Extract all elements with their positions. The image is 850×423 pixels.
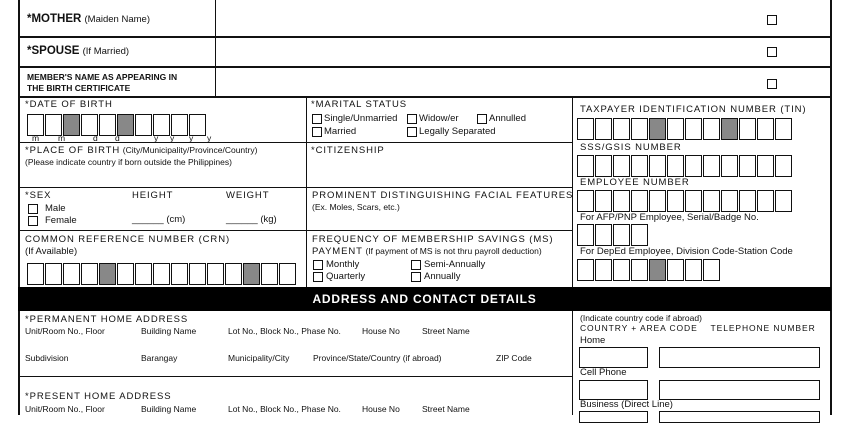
male-label: Male bbox=[45, 203, 66, 214]
mother-checkbox[interactable] bbox=[767, 15, 777, 25]
dob-hint-m2: m bbox=[58, 133, 66, 143]
deped-separator bbox=[649, 259, 666, 281]
afp-box[interactable] bbox=[577, 224, 594, 246]
crn-box[interactable] bbox=[225, 263, 242, 285]
widow-label: Widow/er bbox=[419, 113, 459, 124]
separated-label: Legally Separated bbox=[419, 126, 496, 137]
cell-phone-field[interactable] bbox=[659, 380, 820, 400]
afp-boxes[interactable] bbox=[577, 224, 649, 246]
dob-hint-y3: y bbox=[189, 133, 194, 143]
weight-unit[interactable]: ______ (kg) bbox=[226, 214, 277, 225]
home-area-code-field[interactable] bbox=[579, 347, 648, 368]
tin-box[interactable] bbox=[631, 118, 648, 140]
perm-barangay: Barangay bbox=[141, 353, 178, 363]
tin-box[interactable] bbox=[577, 118, 594, 140]
annulled-label: Annulled bbox=[489, 113, 526, 124]
crn-separator bbox=[99, 263, 116, 285]
grid-line-a bbox=[18, 142, 572, 143]
sss-box[interactable] bbox=[577, 155, 594, 177]
section-banner: ADDRESS AND CONTACT DETAILS bbox=[18, 287, 831, 311]
annulled-checkbox[interactable] bbox=[477, 114, 487, 124]
crn-box[interactable] bbox=[45, 263, 62, 285]
pres-lot: Lot No., Block No., Phase No. bbox=[228, 404, 341, 414]
tin-box[interactable] bbox=[685, 118, 702, 140]
employee-label: EMPLOYEE NUMBER bbox=[580, 177, 690, 188]
afp-box[interactable] bbox=[595, 224, 612, 246]
crn-box[interactable] bbox=[27, 263, 44, 285]
crn-box[interactable] bbox=[117, 263, 134, 285]
tin-box[interactable] bbox=[667, 118, 684, 140]
female-checkbox[interactable] bbox=[28, 216, 38, 226]
dob-hint-y4: y bbox=[207, 133, 212, 143]
employee-box[interactable] bbox=[721, 190, 738, 212]
crn-boxes[interactable] bbox=[27, 263, 297, 285]
spouse-checkbox[interactable] bbox=[767, 47, 777, 57]
semi-annually-label: Semi-Annually bbox=[424, 259, 486, 270]
sss-boxes[interactable] bbox=[577, 155, 793, 177]
dob-hint-y2: y bbox=[170, 133, 175, 143]
home-label: Home bbox=[580, 335, 606, 346]
sss-box[interactable] bbox=[685, 155, 702, 177]
crn-box[interactable] bbox=[279, 263, 296, 285]
perm-building: Building Name bbox=[141, 326, 197, 336]
tin-separator bbox=[649, 118, 666, 140]
dob-box[interactable] bbox=[99, 114, 116, 136]
address-divider bbox=[572, 311, 573, 415]
pres-house: House No bbox=[362, 404, 400, 414]
sss-box[interactable] bbox=[595, 155, 612, 177]
citizenship-label: *CITIZENSHIP bbox=[311, 145, 385, 156]
sss-box[interactable] bbox=[649, 155, 666, 177]
business-label: Business (Direct Line) bbox=[580, 399, 673, 410]
dob-separator bbox=[63, 114, 80, 136]
tin-label: TAXPAYER IDENTIFICATION NUMBER (TIN) bbox=[580, 104, 807, 115]
crn-box[interactable] bbox=[207, 263, 224, 285]
frame-right bbox=[830, 0, 832, 415]
height-unit[interactable]: ______ (cm) bbox=[132, 214, 186, 225]
frequency-label: FREQUENCY OF MEMBERSHIP SAVINGS (MS) bbox=[312, 234, 554, 245]
separated-checkbox[interactable] bbox=[407, 127, 417, 137]
married-label: Married bbox=[324, 126, 357, 137]
mother-label: *MOTHER (Maiden Name) bbox=[27, 13, 150, 25]
widow-checkbox[interactable] bbox=[407, 114, 417, 124]
sss-box[interactable] bbox=[703, 155, 720, 177]
row-line-3 bbox=[18, 96, 832, 98]
quarterly-label: Quarterly bbox=[326, 271, 366, 282]
grid-line-c bbox=[18, 230, 572, 231]
dob-hint-m1: m bbox=[32, 133, 40, 143]
sss-box[interactable] bbox=[613, 155, 630, 177]
perm-zip: ZIP Code bbox=[496, 353, 532, 363]
contact-header: COUNTRY + AREA CODE TELEPHONE NUMBER bbox=[580, 323, 816, 333]
pres-unit: Unit/Room No., Floor bbox=[25, 404, 105, 414]
tin-box[interactable] bbox=[775, 118, 792, 140]
employee-box[interactable] bbox=[577, 190, 594, 212]
monthly-checkbox[interactable] bbox=[313, 260, 323, 270]
perm-lot: Lot No., Block No., Phase No. bbox=[228, 326, 341, 336]
pres-street: Street Name bbox=[422, 404, 470, 414]
dob-label: *DATE OF BIRTH bbox=[25, 99, 113, 110]
pob-note: (Please indicate country if born outside the Philippines) bbox=[25, 157, 232, 167]
perm-province: Province/State/Country (if abroad) bbox=[313, 353, 442, 363]
cell-area-code-field[interactable] bbox=[579, 380, 648, 400]
features-label: PROMINENT DISTINGUISHING FACIAL FEATURES bbox=[312, 190, 574, 201]
deped-box[interactable] bbox=[667, 259, 684, 281]
sss-box[interactable] bbox=[757, 155, 774, 177]
single-label: Single/Unmarried bbox=[324, 113, 398, 124]
member-name-label-2: THE BIRTH CERTIFICATE bbox=[27, 83, 131, 93]
row-line-1 bbox=[18, 36, 832, 38]
afp-box[interactable] bbox=[631, 224, 648, 246]
tin-box[interactable] bbox=[613, 118, 630, 140]
deped-label: For DepEd Employee, Division Code-Station Code bbox=[580, 246, 793, 257]
perm-street: Street Name bbox=[422, 326, 470, 336]
sex-label: *SEX bbox=[25, 190, 52, 201]
weight-label: WEIGHT bbox=[226, 190, 270, 201]
crn-box[interactable] bbox=[153, 263, 170, 285]
height-label: HEIGHT bbox=[132, 190, 174, 201]
sss-box[interactable] bbox=[739, 155, 756, 177]
annually-label: Annually bbox=[424, 271, 461, 282]
perm-house: House No bbox=[362, 326, 400, 336]
dob-box[interactable] bbox=[135, 114, 152, 136]
employee-box[interactable] bbox=[595, 190, 612, 212]
crn-box[interactable] bbox=[189, 263, 206, 285]
pres-building: Building Name bbox=[141, 404, 197, 414]
employee-box[interactable] bbox=[685, 190, 702, 212]
employee-box[interactable] bbox=[757, 190, 774, 212]
sss-box[interactable] bbox=[721, 155, 738, 177]
crn-box[interactable] bbox=[81, 263, 98, 285]
permanent-label: *PERMANENT HOME ADDRESS bbox=[25, 314, 189, 325]
dob-hint-d1: d bbox=[93, 133, 98, 143]
member-name-checkbox[interactable] bbox=[767, 79, 777, 89]
business-phone-field[interactable] bbox=[659, 411, 820, 423]
employee-box[interactable] bbox=[631, 190, 648, 212]
employee-box[interactable] bbox=[667, 190, 684, 212]
frame-left bbox=[18, 0, 20, 415]
features-hint: (Ex. Moles, Scars, etc.) bbox=[312, 202, 400, 212]
crn-separator bbox=[243, 263, 260, 285]
crn-box[interactable] bbox=[171, 263, 188, 285]
sss-box[interactable] bbox=[631, 155, 648, 177]
top-divider bbox=[215, 0, 216, 97]
crn-label: COMMON REFERENCE NUMBER (CRN) bbox=[25, 234, 231, 245]
deped-boxes[interactable] bbox=[577, 259, 721, 281]
crn-box[interactable] bbox=[261, 263, 278, 285]
dob-hint-y1: y bbox=[154, 133, 159, 143]
monthly-label: Monthly bbox=[326, 259, 360, 270]
tin-box[interactable] bbox=[739, 118, 756, 140]
sss-label: SSS/GSIS NUMBER bbox=[580, 142, 682, 153]
frequency-label-2: PAYMENT (If payment of MS is not thru payroll deduction) bbox=[312, 246, 542, 257]
married-checkbox[interactable] bbox=[312, 127, 322, 137]
perm-city: Municipality/City bbox=[228, 353, 290, 363]
sss-box[interactable] bbox=[667, 155, 684, 177]
female-label: Female bbox=[45, 215, 77, 226]
employee-box[interactable] bbox=[739, 190, 756, 212]
grid-line-b bbox=[18, 187, 572, 188]
deped-box[interactable] bbox=[577, 259, 594, 281]
crn-box[interactable] bbox=[63, 263, 80, 285]
home-phone-field[interactable] bbox=[659, 347, 820, 368]
employee-box[interactable] bbox=[775, 190, 792, 212]
tin-box[interactable] bbox=[757, 118, 774, 140]
spouse-label: *SPOUSE (If Married) bbox=[27, 45, 130, 57]
tin-box[interactable] bbox=[703, 118, 720, 140]
marital-label: *MARITAL STATUS bbox=[311, 99, 408, 110]
afp-label: For AFP/PNP Employee, Serial/Badge No. bbox=[580, 212, 759, 223]
cell-label: Cell Phone bbox=[580, 367, 627, 378]
address-line bbox=[18, 376, 572, 377]
employee-box[interactable] bbox=[703, 190, 720, 212]
deped-box[interactable] bbox=[631, 259, 648, 281]
col-line-mid bbox=[306, 97, 307, 287]
male-checkbox[interactable] bbox=[28, 204, 38, 214]
deped-box[interactable] bbox=[595, 259, 612, 281]
employee-box[interactable] bbox=[649, 190, 666, 212]
crn-box[interactable] bbox=[135, 263, 152, 285]
contact-hint: (Indicate country code if abroad) bbox=[580, 313, 702, 323]
present-label: *PRESENT HOME ADDRESS bbox=[25, 391, 172, 402]
dob-hint-d2: d bbox=[115, 133, 120, 143]
tin-boxes[interactable] bbox=[577, 118, 793, 140]
perm-subdivision: Subdivision bbox=[25, 353, 69, 363]
afp-box[interactable] bbox=[613, 224, 630, 246]
pob-label: *PLACE OF BIRTH (City/Municipality/Province/Country) bbox=[25, 145, 258, 156]
sss-box[interactable] bbox=[775, 155, 792, 177]
deped-box[interactable] bbox=[613, 259, 630, 281]
crn-hint: (If Available) bbox=[25, 246, 78, 257]
quarterly-checkbox[interactable] bbox=[313, 272, 323, 282]
perm-unit: Unit/Room No., Floor bbox=[25, 326, 105, 336]
tin-separator bbox=[721, 118, 738, 140]
deped-box[interactable] bbox=[703, 259, 720, 281]
single-checkbox[interactable] bbox=[312, 114, 322, 124]
business-area-code-field[interactable] bbox=[579, 411, 648, 423]
member-name-label-1: MEMBER'S NAME AS APPEARING IN bbox=[27, 72, 178, 82]
employee-boxes[interactable] bbox=[577, 190, 793, 212]
annually-checkbox[interactable] bbox=[411, 272, 421, 282]
row-line-2 bbox=[18, 66, 832, 68]
deped-box[interactable] bbox=[685, 259, 702, 281]
employee-box[interactable] bbox=[613, 190, 630, 212]
tin-box[interactable] bbox=[595, 118, 612, 140]
semi-annually-checkbox[interactable] bbox=[411, 260, 421, 270]
